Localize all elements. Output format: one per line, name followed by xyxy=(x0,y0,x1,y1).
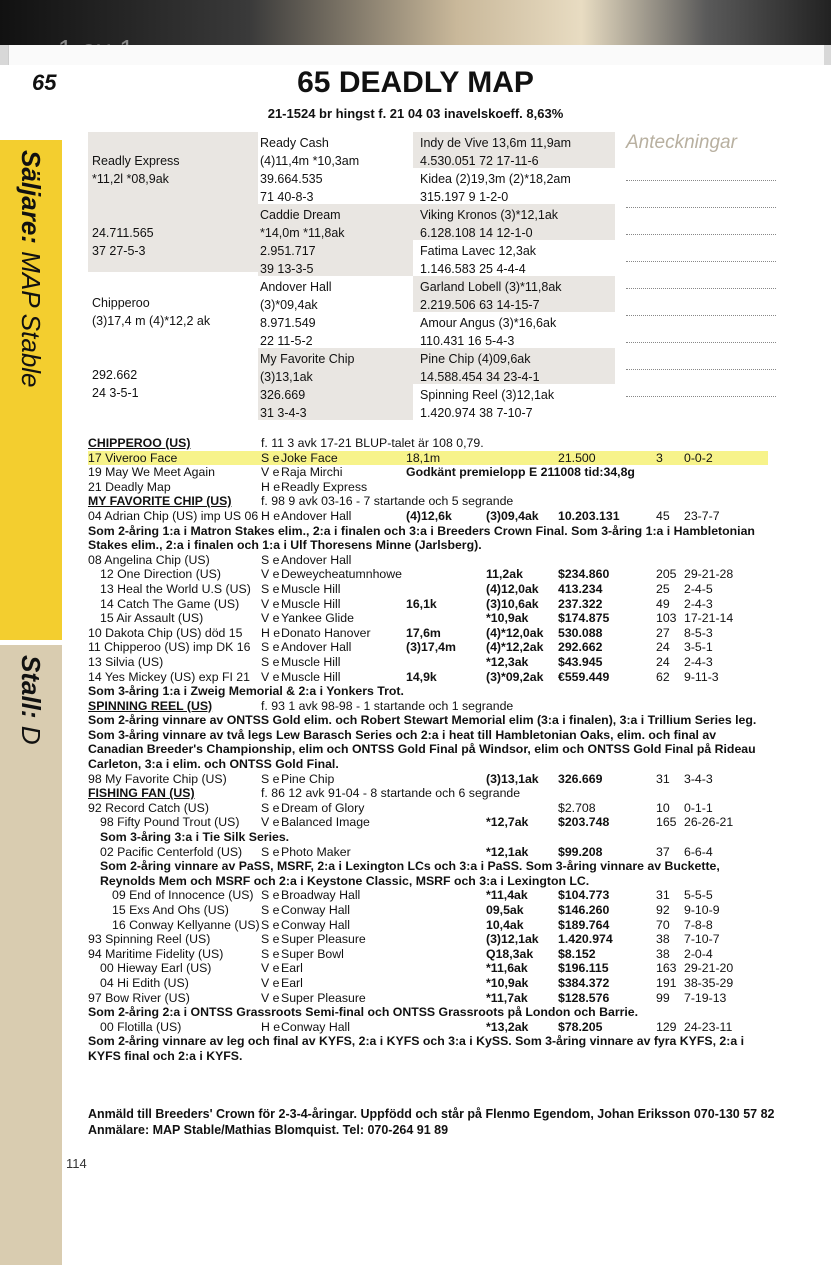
row-cell: 12 One Direction (US) xyxy=(100,567,221,582)
section-info: f. 98 9 avk 03-16 - 7 startande och 5 segrande xyxy=(261,494,514,509)
stall-text xyxy=(15,655,46,745)
row-cell: 37 xyxy=(656,844,670,859)
row-cell: S e xyxy=(261,888,280,903)
stall-value: D xyxy=(16,725,46,745)
table-row xyxy=(88,845,768,860)
grandsire-4: My Favorite Chip (3)13,1ak 326.669 31 3-4-3 xyxy=(260,352,355,420)
row-cell: (3)09,4ak xyxy=(486,508,539,523)
section-spinning-reel xyxy=(88,699,768,714)
row-cell: Pine Chip xyxy=(281,771,335,786)
row-cell: $99.208 xyxy=(558,844,603,859)
row-cell: (3)10,6ak xyxy=(486,596,539,611)
row-cell: 163 xyxy=(656,961,677,976)
row-cell: 04 Hi Edith (US) xyxy=(100,975,189,990)
row-cell: $384.372 xyxy=(558,975,610,990)
seller-label: Säljare: xyxy=(16,150,46,244)
horse-subtitle: 21-1524 br hingst f. 21 04 03 inavelskoeff. 8,63% xyxy=(267,106,564,121)
row-cell: Photo Maker xyxy=(281,844,351,859)
row-cell: 10 Dakota Chip (US) död 15 xyxy=(88,625,243,640)
row-cell: 31 xyxy=(656,888,670,903)
row-cell: S e xyxy=(261,946,280,961)
row-cell: $189.764 xyxy=(558,917,610,932)
table-row xyxy=(88,1020,768,1035)
row-cell: 00 Hieway Earl (US) xyxy=(100,961,212,976)
row-cell: 18,1m xyxy=(406,450,441,465)
page-title: 65 DEADLY MAP xyxy=(297,66,534,99)
row-cell: $196.115 xyxy=(558,961,609,976)
row-cell: 7-10-7 xyxy=(684,932,720,947)
row-cell: Yankee Glide xyxy=(281,611,354,626)
row-cell: V e xyxy=(261,815,280,830)
gg-8: Spinning Reel (3)12,1ak 1.420.974 38 7-10-7 xyxy=(420,388,555,420)
table-row xyxy=(88,611,768,626)
seller-text xyxy=(15,150,46,388)
viewer-toolbar xyxy=(0,0,831,45)
table-row xyxy=(88,976,768,991)
catalog-number: 65 xyxy=(32,70,57,95)
row-cell: *12,1ak xyxy=(486,844,529,859)
row-cell: 14 Yes Mickey (US) exp FI 21 xyxy=(88,669,250,684)
row-cell: 3-5-1 xyxy=(684,640,713,655)
section-info: f. 93 1 avk 98-98 - 1 startande och 1 segrande xyxy=(261,698,514,713)
row-cell: 205 xyxy=(656,567,677,582)
row-cell: V e xyxy=(261,611,280,626)
seller-name: MAP Stable xyxy=(16,251,46,388)
row-cell: 94 Maritime Fidelity (US) xyxy=(88,946,224,961)
race-note: Som 2-åring vinnare av PaSS, MSRF, 2:a i Lexington LCs och 3:a i PaSS. Som 3-åring vinnare av Buckette, Reynolds Mem och MSRF och 2:a i Keystone Classic, MSRF och 3:a i Lexington LC. xyxy=(100,859,720,888)
row-cell: S e xyxy=(261,932,280,947)
row-cell: S e xyxy=(261,581,280,596)
row-cell: V e xyxy=(261,596,280,611)
row-cell: 7-8-8 xyxy=(684,917,713,932)
gg-7: Pine Chip (4)09,6ak 14.588.454 34 23-4-1 xyxy=(420,352,540,384)
row-cell: $8.152 xyxy=(558,946,596,961)
table-row xyxy=(88,465,768,480)
row-cell: Super Pleasure xyxy=(281,932,366,947)
row-cell: Raja Mirchi xyxy=(281,465,343,480)
row-cell: 530.088 xyxy=(558,625,603,640)
row-cell: 62 xyxy=(656,669,670,684)
row-cell: H e xyxy=(261,479,281,494)
row-cell: H e xyxy=(261,508,281,523)
row-cell: Readly Express xyxy=(281,479,368,494)
table-row xyxy=(88,567,768,582)
table-row xyxy=(88,947,768,962)
row-cell: 2-4-3 xyxy=(684,654,713,669)
pedigree-table xyxy=(88,132,618,420)
row-cell: V e xyxy=(261,961,280,976)
row-cell: 31 xyxy=(656,771,670,786)
row-cell: 49 xyxy=(656,596,670,611)
row-cell: H e xyxy=(261,1019,281,1034)
footer-line-2: Anmälare: MAP Stable/Mathias Blomquist. Tel: 070-264 91 89 xyxy=(88,1123,449,1137)
row-cell: (4)*12,0ak xyxy=(486,625,544,640)
row-cell: 8-5-3 xyxy=(684,625,713,640)
row-cell: 04 Adrian Chip (US) imp US 06 xyxy=(88,508,259,523)
row-cell: 98 My Favorite Chip (US) xyxy=(88,771,227,786)
row-cell: 13 Silvia (US) xyxy=(88,654,164,669)
row-cell: *12,7ak xyxy=(486,815,529,830)
gg-5: Garland Lobell (3)*11,8ak 2.219.506 63 14-15-7 xyxy=(420,280,562,312)
row-cell: 98 Fifty Pound Trout (US) xyxy=(100,815,240,830)
table-row xyxy=(88,553,768,568)
table-row xyxy=(88,670,768,685)
row-cell: Andover Hall xyxy=(281,640,352,655)
row-cell: 3-4-3 xyxy=(684,771,713,786)
row-cell: 16 Conway Kellyanne (US) xyxy=(112,917,260,932)
race-note: Som 3-åring 3:a i Tie Silk Series. xyxy=(100,830,290,845)
race-note: Som 3-åring 1:a i Zweig Memorial & 2:a i Yonkers Trot. xyxy=(88,684,404,699)
row-cell: Q18,3ak xyxy=(486,946,534,961)
section-my-favorite-chip xyxy=(88,494,768,509)
row-cell: 21 Deadly Map xyxy=(88,479,171,494)
row-cell: *11,7ak xyxy=(486,990,528,1005)
row-cell: 25 xyxy=(656,581,670,596)
row-cell: 70 xyxy=(656,917,670,932)
row-cell: *11,6ak xyxy=(486,961,528,976)
sidebar xyxy=(0,140,62,1140)
notes-box xyxy=(626,132,776,397)
row-cell: *11,4ak xyxy=(486,888,528,903)
row-cell: Andover Hall xyxy=(281,552,352,567)
row-cell: (3)12,1ak xyxy=(486,932,539,947)
row-cell: H e xyxy=(261,625,281,640)
row-cell: 38 xyxy=(656,932,670,947)
row-cell: Conway Hall xyxy=(281,917,351,932)
table-row xyxy=(88,451,768,466)
row-cell: 24 xyxy=(656,654,670,669)
row-cell: *10,9ak xyxy=(486,611,529,626)
row-cell: 19 May We Meet Again xyxy=(88,465,215,480)
grandsire-3: Andover Hall (3)*09,4ak 8.971.549 22 11-5-2 xyxy=(260,280,332,348)
section-heading: SPINNING REEL (US) xyxy=(88,698,213,713)
row-cell: 97 Bow River (US) xyxy=(88,990,190,1005)
gg-1: Indy de Vive 13,6m 11,9am 4.530.051 72 17-11-6 xyxy=(420,136,572,168)
row-cell: 16,1k xyxy=(406,596,437,611)
row-cell: 29-21-28 xyxy=(684,567,734,582)
row-cell: *13,2ak xyxy=(486,1019,529,1034)
row-cell: 237.322 xyxy=(558,596,603,611)
page-number: 114 xyxy=(66,1156,87,1171)
row-cell: 21.500 xyxy=(558,450,596,465)
row-cell: 10.203.131 xyxy=(558,508,620,523)
row-cell: 38-35-29 xyxy=(684,975,734,990)
row-cell: 09,5ak xyxy=(486,903,524,917)
row-cell: 17 Viveroo Face xyxy=(88,450,178,465)
row-cell: S e xyxy=(261,450,280,465)
row-cell: 24-23-11 xyxy=(684,1019,733,1034)
row-cell: S e xyxy=(261,640,280,655)
row-cell: $234.860 xyxy=(558,567,610,582)
row-cell: 14 Catch The Game (US) xyxy=(100,596,240,611)
row-cell: V e xyxy=(261,465,280,480)
section-info: f. 86 12 avk 91-04 - 8 startande och 6 segrande xyxy=(261,786,521,801)
row-cell: 13 Heal the World U.S (US) xyxy=(100,581,251,596)
row-cell: 00 Flotilla (US) xyxy=(100,1019,182,1034)
section-heading: FISHING FAN (US) xyxy=(88,786,195,801)
row-cell: $78.205 xyxy=(558,1019,603,1034)
row-cell: S e xyxy=(261,903,280,917)
row-cell: (3)13,1ak xyxy=(486,771,539,786)
table-row xyxy=(88,918,768,933)
row-cell: 99 xyxy=(656,990,670,1005)
grandsire-2: Caddie Dream *14,0m *11,8ak 2.951.717 39 13-3-5 xyxy=(260,208,345,276)
race-note: Som 2-åring 2:a i ONTSS Grassroots Semi-final och ONTSS Grassroots på London och Barrie. xyxy=(88,1005,639,1020)
table-row xyxy=(88,815,768,830)
table-row xyxy=(88,655,768,670)
row-cell: $203.748 xyxy=(558,815,610,830)
race-note: Som 2-åring vinnare av leg och final av KYFS, 2:a i KYFS och 3:a i KySS. Som 3-åring vinnare av fyra KYFS, 2:a i KYFS final och 2:a i KYFS. xyxy=(88,1034,745,1063)
gg-3: Viking Kronos (3)*12,1ak 6.128.108 14 12-1-0 xyxy=(420,208,559,240)
row-cell: 7-19-13 xyxy=(684,990,727,1005)
row-cell: Balanced Image xyxy=(281,815,370,830)
row-cell: S e xyxy=(261,771,280,786)
table-row xyxy=(88,801,768,816)
row-cell: Muscle Hill xyxy=(281,581,341,596)
row-cell: 413.234 xyxy=(558,581,603,596)
row-cell: Joke Face xyxy=(281,450,338,465)
row-cell: Dream of Glory xyxy=(281,800,365,815)
race-note: Som 2-åring vinnare av ONTSS Gold elim. och Robert Stewart Memorial elim (3:a i finalen), 3:a i Trillium Series leg. Som 3-åring vinnare av två legs Lew Barasch Series och 2:a i heat till Hambletonian Oaks, elim. och final av Canadian Breeder's Championship, elim och ONTSS Gold Final på Windsor, elim och ONTSS Gold Final på Rideau Carleton, 3:a i elim. och ONTSS Gold Final. xyxy=(88,713,757,772)
row-cell: 11 Chipperoo (US) imp DK 16 xyxy=(88,640,251,655)
row-cell: 6-6-4 xyxy=(684,844,713,859)
race-note: Som 2-åring 1:a i Matron Stakes elim., 2:a i finalen och 3:a i Breeders Crown Final. Som 3-åring 1:a i Hambletonian Stakes elim., 2:a i finalen och 1:a i Ulf Thoresens Minne (Jarlsberg). xyxy=(88,523,755,553)
row-cell: 9-11-3 xyxy=(684,669,719,684)
row-cell: (3)17,4m xyxy=(406,640,456,655)
table-row xyxy=(88,626,768,641)
section-fishing-fan xyxy=(88,786,768,801)
row-cell: 0-0-2 xyxy=(684,450,713,465)
row-cell: 15 Air Assault (US) xyxy=(100,611,204,626)
footer-line-1: Anmäld till Breeders' Crown för 2-3-4-åringar. Uppfödd och står på Flenmo Egendom, Johan Eriksson 070-130 57 82 xyxy=(88,1107,775,1121)
row-cell: Super Bowl xyxy=(281,946,344,961)
row-cell: 92 xyxy=(656,903,670,917)
row-cell: 1.420.974 xyxy=(558,932,613,947)
table-row xyxy=(88,640,768,655)
row-cell: 2-4-3 xyxy=(684,596,713,611)
row-cell: 11,2ak xyxy=(486,567,523,582)
row-cell: Super Pleasure xyxy=(281,990,366,1005)
row-cell: Muscle Hill xyxy=(281,654,341,669)
stall-band xyxy=(0,645,62,1265)
table-row xyxy=(88,932,768,947)
table-row xyxy=(88,961,768,976)
row-cell: 191 xyxy=(656,975,677,990)
row-cell: $2.708 xyxy=(558,800,596,815)
row-cell: 92 Record Catch (US) xyxy=(88,800,209,815)
row-cell: 15 Exs And Ohs (US) xyxy=(112,903,229,917)
row-cell: *10,9ak xyxy=(486,975,529,990)
table-row xyxy=(88,903,768,918)
row-cell: 5-5-5 xyxy=(684,888,713,903)
row-cell: Conway Hall xyxy=(281,1019,351,1034)
row-cell: V e xyxy=(261,990,280,1005)
row-cell: 26-26-21 xyxy=(684,815,734,830)
row-cell: 0-1-1 xyxy=(684,800,713,815)
seller-band xyxy=(0,140,62,640)
row-cell: $128.576 xyxy=(558,990,610,1005)
row-cell: (4)12,0ak xyxy=(486,581,539,596)
row-cell: 23-7-7 xyxy=(684,508,720,523)
table-row xyxy=(88,582,768,597)
row-cell: 09 End of Innocence (US) xyxy=(112,888,254,903)
row-cell: S e xyxy=(261,800,280,815)
row-cell: S e xyxy=(261,552,280,567)
stall-label: Stall: xyxy=(16,655,46,719)
notes-label: Anteckningar xyxy=(626,132,737,153)
row-cell: Andover Hall xyxy=(281,508,352,523)
row-cell: Muscle Hill xyxy=(281,596,341,611)
row-cell: (4)*12,2ak xyxy=(486,640,544,655)
row-cell: 14,9k xyxy=(406,669,437,684)
row-cell: 103 xyxy=(656,611,677,626)
row-cell: S e xyxy=(261,844,280,859)
gg-4: Fatima Lavec 12,3ak 1.146.583 25 4-4-4 xyxy=(420,244,537,276)
row-cell: 3 xyxy=(656,450,663,465)
row-cell: Deweycheatumnhowe xyxy=(281,567,402,582)
row-cell: Broadway Hall xyxy=(281,888,361,903)
gg-6: Amour Angus (3)*16,6ak 110.431 16 5-4-3 xyxy=(420,316,557,348)
row-cell: 10,4ak xyxy=(486,917,524,932)
row-cell: 38 xyxy=(656,946,670,961)
row-cell: Conway Hall xyxy=(281,903,351,917)
row-cell: 10 xyxy=(656,800,670,815)
row-cell: 129 xyxy=(656,1019,677,1034)
row-cell: Earl xyxy=(281,975,303,990)
page-edge xyxy=(0,45,831,65)
row-cell: 29-21-20 xyxy=(684,961,734,976)
row-cell: S e xyxy=(261,654,280,669)
table-row xyxy=(88,597,768,612)
row-cell: Donato Hanover xyxy=(281,625,371,640)
row-cell: 27 xyxy=(656,625,670,640)
row-cell: 93 Spinning Reel (US) xyxy=(88,932,211,947)
row-cell: Earl xyxy=(281,961,303,976)
grandsire-1: Ready Cash (4)11,4m *10,3am 39.664.535 71 40-8-3 xyxy=(260,136,360,204)
row-cell: $146.260 xyxy=(558,903,610,917)
dam: Chipperoo (3)17,4 m (4)*12,2 ak 292.662 24 3-5-1 xyxy=(92,296,211,400)
row-cell: 292.662 xyxy=(558,640,603,655)
row-cell: $174.875 xyxy=(558,611,610,626)
gg-2: Kidea (2)19,3m (2)*18,2am 315.197 9 1-2-0 xyxy=(420,172,571,204)
footer xyxy=(88,1106,788,1138)
section-heading: CHIPPEROO (US) xyxy=(88,436,191,450)
section-heading: MY FAVORITE CHIP (US) xyxy=(88,494,232,509)
row-cell: $104.773 xyxy=(558,888,610,903)
row-cell: V e xyxy=(261,567,280,582)
row-cell: (3)*09,2ak xyxy=(486,669,544,684)
row-cell: V e xyxy=(261,975,280,990)
row-cell: 326.669 xyxy=(558,771,603,786)
sire: Readly Express *11,2l *08,9ak 24.711.565 37 27-5-3 xyxy=(92,154,180,258)
row-cell: 08 Angelina Chip (US) xyxy=(88,552,210,567)
table-row xyxy=(88,509,768,524)
row-cell: 165 xyxy=(656,815,677,830)
row-cell: 17-21-14 xyxy=(684,611,734,626)
row-cell: 2-0-4 xyxy=(684,946,713,961)
row-cell: 24 xyxy=(656,640,670,655)
row-cell: V e xyxy=(261,669,280,684)
section-chipperoo xyxy=(88,436,768,451)
section-info: f. 11 3 avk 17-21 BLUP-talet är 108 0,79. xyxy=(261,436,484,450)
row-cell: *12,3ak xyxy=(486,654,529,669)
row-cell: 02 Pacific Centerfold (US) xyxy=(100,844,243,859)
row-cell: €559.449 xyxy=(558,669,610,684)
table-row xyxy=(88,480,768,495)
row-cell: $43.945 xyxy=(558,654,603,669)
row-cell: 9-10-9 xyxy=(684,903,720,917)
row-cell: Muscle Hill xyxy=(281,669,341,684)
table-row xyxy=(88,991,768,1006)
row-cell: 17,6m xyxy=(406,625,441,640)
row-cell: Godkänt premielopp E 211008 tid:34,8g xyxy=(406,465,635,480)
family-body xyxy=(88,436,768,1064)
table-row xyxy=(88,772,768,787)
row-cell: (4)12,6k xyxy=(406,508,452,523)
row-cell: S e xyxy=(261,917,280,932)
row-cell: 45 xyxy=(656,508,670,523)
row-cell: 2-4-5 xyxy=(684,581,713,596)
table-row xyxy=(88,888,768,903)
